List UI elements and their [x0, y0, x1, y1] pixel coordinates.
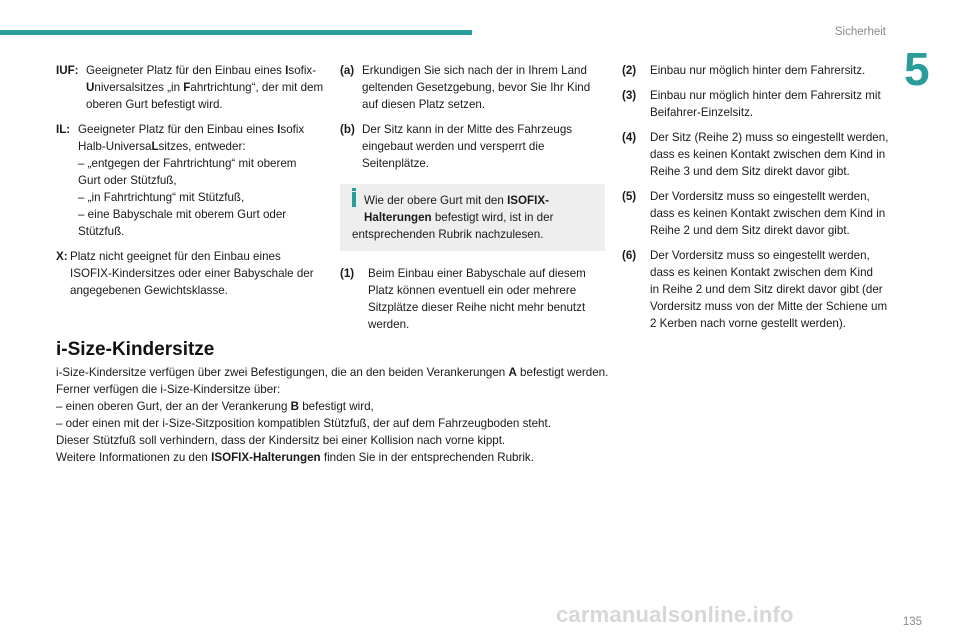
page-number: 135: [902, 616, 922, 628]
legend-text: Geeigneter Platz für den Einbau eines Isofix Halb-UniversaLsitzes, entweder: – „entgegen der Fahrtrichtung“ mit oberem Gurt oder Stützfuß, – „in Fahrtrichtung“ mit Stützfuß, – eine Babyschale mit oberem Gurt oder Stützfuß.: [78, 123, 305, 238]
note-text: Der Sitz (Reihe 2) muss so eingestellt werden, dass es keinen Kontakt zwischen dem Kind in Reihe 3 und dem Sitz direkt davor gibt.: [650, 131, 889, 178]
paragraph: – einen oberen Gurt, der an der Verankerung B befestigt wird,: [56, 400, 374, 413]
legend-text: Geeigneter Platz für den Einbau eines Isofix- Universalsitzes „in Fahrtrichtung“, der mit dem oberen Gurt befestigt wird.: [86, 64, 324, 111]
note-1: [340, 265, 605, 333]
legend-key: X:: [56, 250, 68, 263]
paragraph: Dieser Stützfuß soll verhindern, dass der Kindersitz bei einer Kollision nach vorne kippt.: [56, 434, 506, 447]
section-heading: i-Size-Kindersitze: [56, 339, 215, 360]
note-key: (4): [622, 131, 637, 144]
legend-entry-x: [56, 248, 326, 299]
legend-text: Platz nicht geeignet für den Einbau eines ISOFIX-Kindersitzes oder einer Babyschale der angegebenen Gewichtsklasse.: [70, 250, 314, 297]
note-text: Erkundigen Sie sich nach der in Ihrem Land geltenden Gesetzgebung, bevor Sie Ihr Kind auf diesen Platz setzen.: [362, 64, 591, 111]
info-text: Wie der obere Gurt mit den ISOFIX- Halterungen befestigt wird, ist in der entsprechenden Rubrik nachzulesen.: [352, 194, 554, 241]
note-key: (1): [340, 267, 355, 280]
note-2: [622, 62, 892, 79]
note-key: (6): [622, 249, 637, 262]
watermark: carmanualsonline.info: [556, 602, 794, 627]
note-text: Der Vordersitz muss so eingestellt werden, dass es keinen Kontakt zwischen dem Kind in Reihe 2 und dem Sitz direkt davor gibt (der Vordersitz muss von der Mitte der Schiene um 2 Kerben nach vorne gestellt werden).: [650, 249, 888, 330]
header-accent-bar: [0, 30, 472, 35]
info-icon: [352, 188, 356, 191]
note-text: Einbau nur möglich hinter dem Fahrersitz.: [650, 64, 866, 77]
legend-entry-il: [56, 121, 326, 240]
note-3: [622, 87, 892, 121]
legend-key: IUF:: [56, 64, 79, 77]
note-key: (3): [622, 89, 637, 102]
note-text: Beim Einbau einer Babyschale auf diesem Platz können eventuell ein oder mehrere Sitzplätze dieser Reihe nicht mehr benutzt werden.: [368, 267, 586, 331]
note-key: (2): [622, 64, 637, 77]
paragraph: Ferner verfügen die i-Size-Kindersitze über:: [56, 383, 281, 396]
note-b: [340, 121, 605, 172]
note-text: Einbau nur möglich hinter dem Fahrersitz mit Beifahrer-Einzelsitz.: [650, 89, 881, 119]
info-icon-bar: [352, 192, 356, 207]
note-text: Der Vordersitz muss so eingestellt werden, dass es keinen Kontakt zwischen dem Kind in Reihe 2 und dem Sitz direkt davor gibt.: [650, 190, 886, 237]
paragraph: Weitere Informationen zu den ISOFIX-Halterungen finden Sie in der entsprechenden Rubrik.: [56, 451, 534, 464]
note-4: [622, 129, 892, 180]
note-key: (a): [340, 64, 355, 77]
legend-key: IL:: [56, 123, 71, 136]
chapter-title: Sicherheit: [834, 26, 886, 38]
legend-column-middle: [340, 62, 605, 341]
note-key: (5): [622, 190, 637, 203]
legend-column-right: [622, 62, 892, 340]
info-box: [340, 184, 605, 251]
paragraph: – oder einen mit der i-Size-Sitzposition kompatiblen Stützfuß, der auf dem Fahrzeugboden steht.: [56, 417, 551, 430]
note-a: [340, 62, 605, 113]
section-body: [56, 364, 616, 466]
paragraph: i-Size-Kindersitze verfügen über zwei Befestigungen, die an den beiden Verankerungen A befestigt werden.: [56, 366, 609, 379]
legend-entry-iuf: [56, 62, 326, 113]
note-5: [622, 188, 892, 239]
note-6: [622, 247, 892, 332]
note-key: (b): [340, 123, 355, 136]
note-text: Der Sitz kann in der Mitte des Fahrzeugs eingebaut werden und versperrt die Seitenplätze.: [362, 123, 573, 170]
legend-column-left: [56, 62, 326, 307]
chapter-number: 5: [904, 43, 930, 95]
